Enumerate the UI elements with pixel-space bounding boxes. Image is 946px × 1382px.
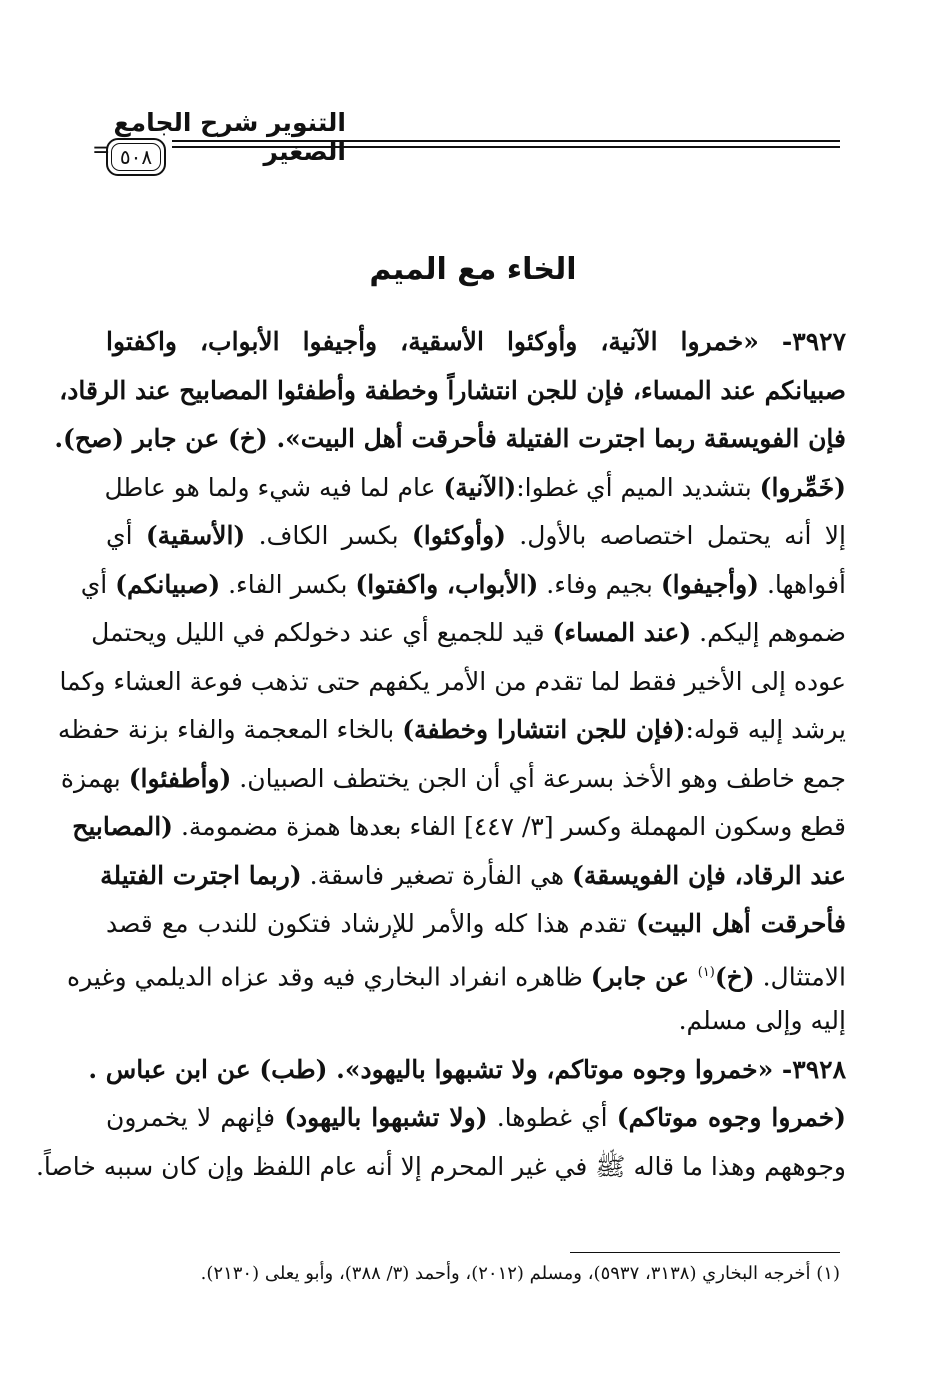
text-segment: (وأجيفوا) bbox=[660, 569, 760, 599]
running-header-title: التنوير شرح الجامع الصغير bbox=[113, 108, 346, 166]
text-line bbox=[60, 755, 846, 804]
text-segment: تقدم هذا كله والأمر للإرشاد فتكون للندب مع قصد bbox=[106, 909, 636, 938]
text-line bbox=[59, 367, 846, 416]
text-segment: ظاهره انفراد البخاري فيه وقد عزاه الديلمي وغيره bbox=[67, 961, 591, 991]
footnote-ref: (١) bbox=[697, 964, 715, 980]
text-segment: أي غطوها. bbox=[487, 1103, 617, 1132]
footnote: (١) أخرجه البخاري (٣١٣٨، ٥٩٣٧)، ومسلم (٢٠١٢)، وأحمد (٣/ ٣٨٨)، وأبو يعلى (٢١٣٠). bbox=[200, 1263, 840, 1284]
text-segment: (الآنية) bbox=[443, 472, 517, 502]
chapter-title: الخاء مع الميم bbox=[369, 252, 577, 287]
text-segment: بجيم وفاء. bbox=[538, 569, 661, 599]
text-segment: عوده إلى الأخير فقط لما تقدم من الأمر يكفهم حتى تذهب فوعة العشاء وكما bbox=[59, 666, 846, 696]
footnote-rule bbox=[570, 1252, 840, 1253]
text-segment: الامتثال. bbox=[754, 961, 846, 991]
text-segment: أي bbox=[106, 521, 146, 550]
text-line bbox=[91, 609, 846, 658]
text-segment: قطع وسكون المهملة وكسر [٣/ ٤٤٧] الفاء بعدها همزة مضمومة. bbox=[173, 812, 846, 841]
text-line bbox=[106, 1094, 846, 1143]
text-segment: (وأطفئوا) bbox=[128, 763, 232, 793]
text-line bbox=[80, 561, 846, 610]
text-segment: عام لما فيه شيء ولما هو عاطل bbox=[104, 472, 444, 502]
text-segment: أي bbox=[80, 569, 116, 599]
text-segment: فأحرقت أهل البيت) bbox=[635, 909, 847, 938]
text-line bbox=[54, 415, 846, 464]
text-line bbox=[100, 852, 846, 901]
text-line bbox=[35, 1143, 846, 1192]
text-segment: (المصابيح bbox=[72, 812, 173, 841]
text-line bbox=[88, 1046, 846, 1095]
text-segment: (الأسقية) bbox=[145, 521, 246, 550]
text-line bbox=[57, 706, 846, 755]
text-segment: بتشديد الميم أي غطوا: bbox=[516, 472, 760, 502]
text-segment: (خمروا وجوه موتاكم) bbox=[616, 1103, 846, 1132]
header-rule-bottom bbox=[172, 146, 840, 148]
text-line bbox=[106, 464, 846, 513]
text-segment: (ربما اجترت الفتيلة bbox=[100, 860, 302, 890]
text-segment: بالخاء المعجمة والفاء بزنة حفظه bbox=[57, 715, 403, 744]
text-line bbox=[67, 949, 846, 998]
text-segment: عند الرقاد، فإن الفويسقة) bbox=[571, 860, 846, 890]
text-line bbox=[106, 318, 846, 367]
text-segment: صبيانكم عند المساء، فإن للجن انتشاراً وخطفة وأطفئوا المصابيح عند الرقاد، bbox=[59, 375, 846, 405]
page-number: ٥٠٨ bbox=[106, 138, 166, 176]
text-segment: فإنهم لا يخمرون bbox=[106, 1103, 285, 1132]
text-segment: ٣٩٢٨- «خمروا وجوه موتاكم، ولا تشبهوا باليهود». (طب) عن ابن عباس . bbox=[88, 1054, 846, 1084]
text-segment: وجوههم وهذا ما قاله ﷺ في غير المحرم إلا أنه عام اللفظ وإن كان سببه خاصاً. bbox=[35, 1151, 846, 1181]
text-segment: بكسر الفاء. bbox=[220, 569, 356, 599]
text-segment: (الأبواب، واكفتوا) bbox=[355, 569, 539, 599]
text-segment: عن جابر) bbox=[590, 961, 698, 991]
text-segment: (صبيانكم) bbox=[115, 569, 221, 599]
text-segment: هي الفأرة تصغير فاسقة. bbox=[301, 860, 572, 890]
header-rule-top bbox=[172, 140, 840, 142]
text-segment: (خ) bbox=[714, 961, 755, 991]
text-segment: (ولا تشبهوا باليهود) bbox=[284, 1103, 488, 1132]
text-segment: إلا أنه يحتمل اختصاصه بالأول. bbox=[505, 521, 846, 550]
text-line bbox=[106, 997, 846, 1046]
text-segment: ضموهم إليكم. bbox=[691, 618, 846, 647]
text-line bbox=[72, 803, 846, 852]
text-segment: بهمزة bbox=[60, 763, 129, 793]
page-number-mark: = bbox=[92, 138, 111, 163]
text-segment: ٣٩٢٧- «خمروا الآنية، وأوكئوا الأسقية، وأجيفوا الأبواب، واكفتوا bbox=[106, 327, 846, 356]
text-line bbox=[59, 658, 846, 707]
text-line bbox=[106, 900, 846, 949]
text-segment: إليه وإلى مسلم. bbox=[678, 1006, 846, 1035]
text-segment: بكسر الكاف. bbox=[245, 521, 412, 550]
text-segment: (فإن للجن انتشارا وخطفة) bbox=[402, 715, 686, 744]
text-segment: (خَمِّروا) bbox=[759, 472, 846, 502]
text-segment: (وأوكئوا) bbox=[411, 521, 506, 550]
text-segment: فإن الفويسقة ربما اجترت الفتيلة فأحرقت أهل البيت». (خ) عن جابر (صح). bbox=[54, 424, 846, 453]
text-segment: قيد للجميع أي عند دخولكم في الليل ويحتمل bbox=[91, 618, 553, 647]
main-text bbox=[35, 318, 847, 1191]
text-segment: (عند المساء) bbox=[552, 618, 692, 647]
text-line bbox=[106, 512, 846, 561]
text-segment: يرشد إليه قوله: bbox=[685, 715, 846, 744]
text-segment: جمع خاطف وهو الأخذ بسرعة أي أن الجن يختطف الصبيان. bbox=[231, 763, 846, 793]
text-segment: أفواهها. bbox=[759, 569, 846, 599]
